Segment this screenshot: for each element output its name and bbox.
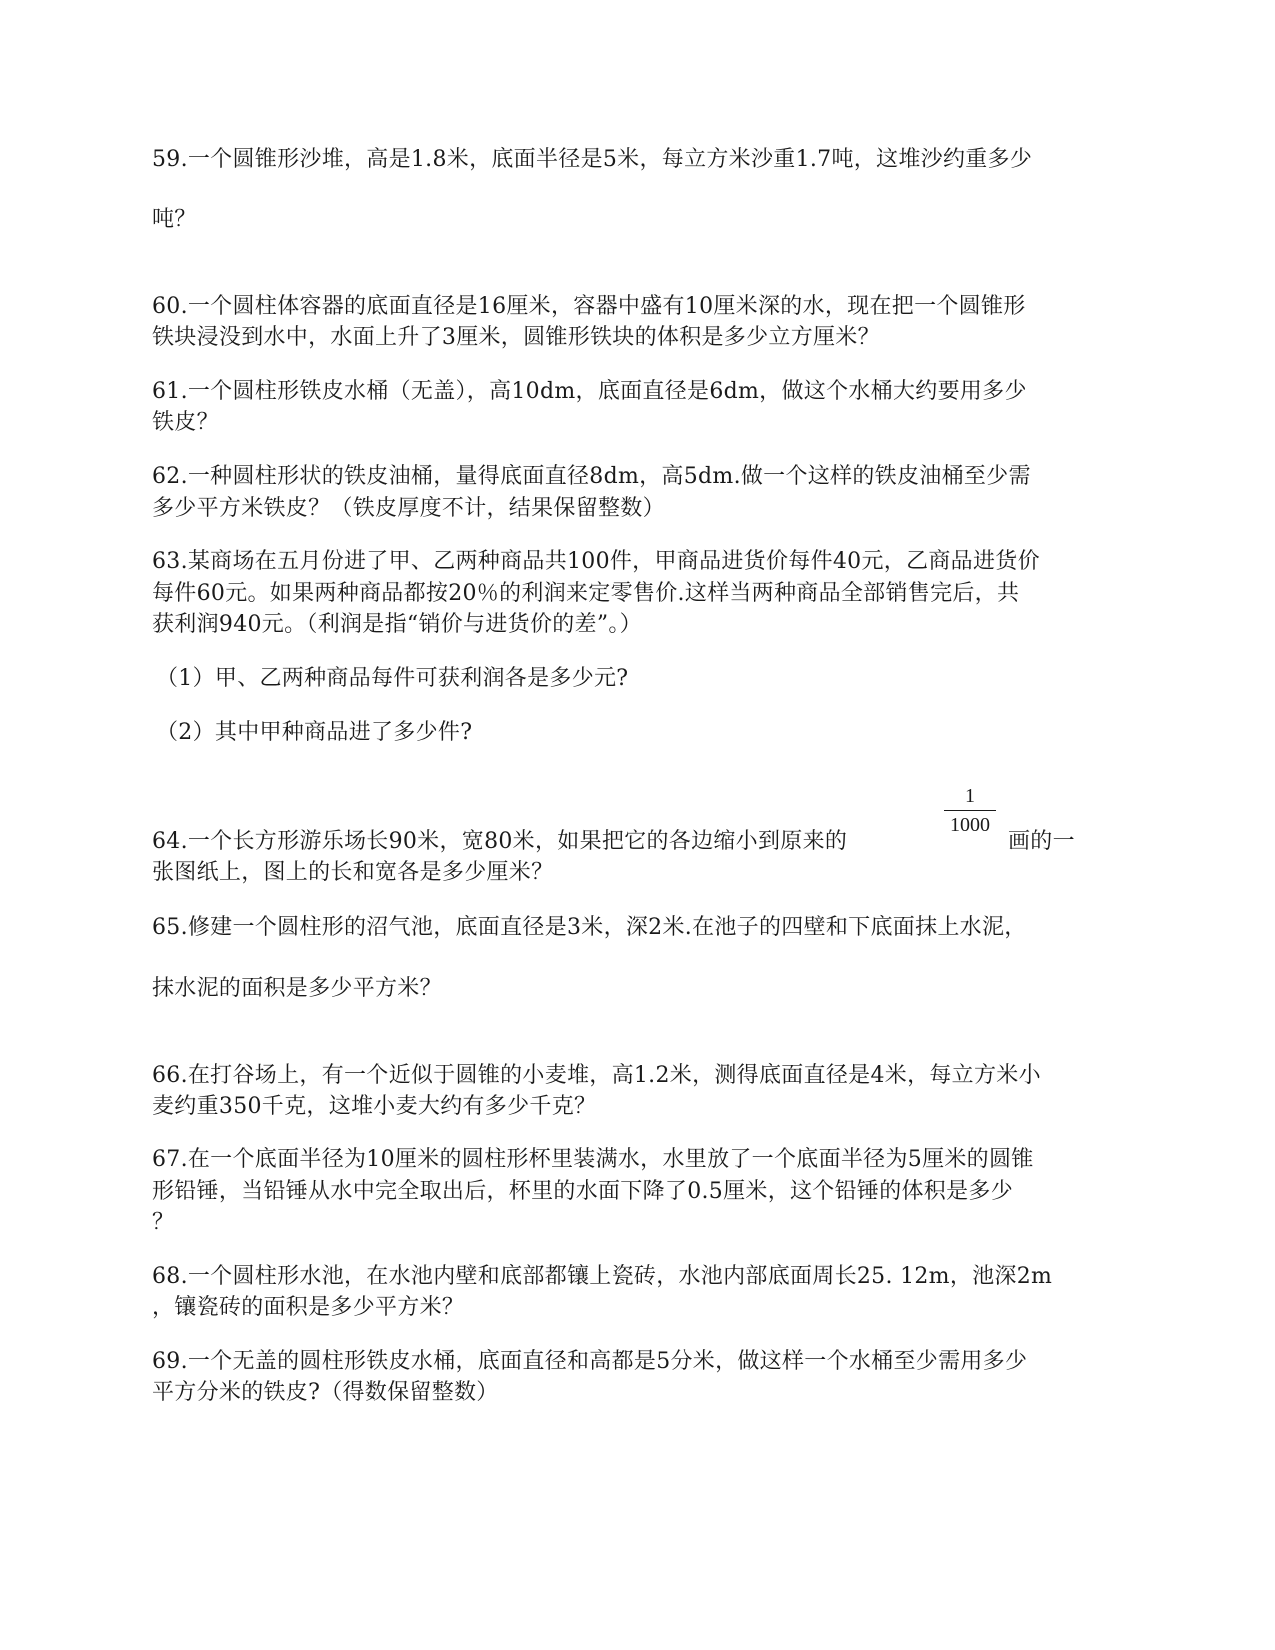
problem-65-line-1: 65.修建一个圆柱形的沼气池，底面直径是3米，深2米.在池子的四壁和下底面抹上水泥， [152,915,1027,940]
problem-64-line-1: 64.一个长方形游乐场长90米，宽80米，如果把它的各边缩小到原来的 [152,829,848,854]
problem-63-line-1: 63.某商场在五月份进了甲、乙两种商品共100件，甲商品进货价每件40元，乙商品进货价 [152,549,1040,574]
problem-67-line-2: 形铅锤，当铅锤从水中完全取出后，杯里的水面下降了0.5厘米，这个铅锤的体积是多少 [152,1179,1013,1204]
problem-59-line-1: 59.一个圆锥形沙堆，高是1.8米，底面半径是5米，每立方米沙重1.7吨，这堆沙约重多少 [152,147,1033,172]
problem-66-line-2: 麦约重350千克，这堆小麦大约有多少千克？ [152,1094,597,1119]
problem-64-line-2: 张图纸上，图上的长和宽各是多少厘米？ [152,860,554,885]
problem-67-line-3: ？ [152,1210,175,1235]
fraction-denominator: 1000 [950,814,990,836]
problem-66-line-1: 66.在打谷场上，有一个近似于圆锥的小麦堆，高1.2米，测得底面直径是4米，每立方米小 [152,1063,1041,1088]
problem-61-line-2: 铁皮？ [152,410,219,435]
problem-63-sub-question-2: （2）其中甲种商品进了多少件? [156,720,473,745]
problem-60-line-2: 铁块浸没到水中，水面上升了3厘米，圆锥形铁块的体积是多少立方厘米？ [152,325,880,350]
problem-60-line-1: 60.一个圆柱体容器的底面直径是16厘米，容器中盛有10厘米深的水，现在把一个圆锥形 [152,294,1026,319]
problem-67-line-1: 67.在一个底面半径为10厘米的圆柱形杯里装满水，水里放了一个底面半径为5厘米的圆锥 [152,1147,1034,1172]
problem-69-line-1: 69.一个无盖的圆柱形铁皮水桶，底面直径和高都是5分米，做这样一个水桶至少需用多少 [152,1349,1028,1374]
problem-62-line-2: 多少平方米铁皮？（铁皮厚度不计，结果保留整数） [152,496,665,521]
problem-63-line-3: 获利润940元。（利润是指“销价与进货价的差”。） [152,612,642,637]
problem-69-line-2: 平方分米的铁皮?（得数保留整数） [152,1380,499,1405]
problem-63-line-2: 每件60元。如果两种商品都按20％的利润来定零售价.这样当两种商品全部销售完后，共 [152,581,1020,606]
problem-64-line-1-continuation: 画的一 [1008,829,1075,854]
problem-59-line-2: 吨？ [152,207,197,232]
scale-fraction [942,784,998,837]
problem-65-line-2: 抹水泥的面积是多少平方米？ [152,976,442,1001]
fraction-numerator: 1 [965,785,975,807]
problem-68-line-1: 68.一个圆柱形水池，在水池内壁和底部都镶上瓷砖，水池内部底面周长25. 12m，池深2m [152,1264,1053,1289]
problem-63-sub-question-1: （1）甲、乙两种商品每件可获利润各是多少元? [156,666,629,691]
problem-61-line-1: 61.一个圆柱形铁皮水桶（无盖），高10dm，底面直径是6dm，做这个水桶大约要用多少 [152,379,1027,404]
problem-68-line-2: ，镶瓷砖的面积是多少平方米？ [152,1295,465,1320]
problem-62-line-1: 62.一种圆柱形状的铁皮油桶，量得底面直径8dm，高5dm.做一个这样的铁皮油桶至少需 [152,464,1031,489]
